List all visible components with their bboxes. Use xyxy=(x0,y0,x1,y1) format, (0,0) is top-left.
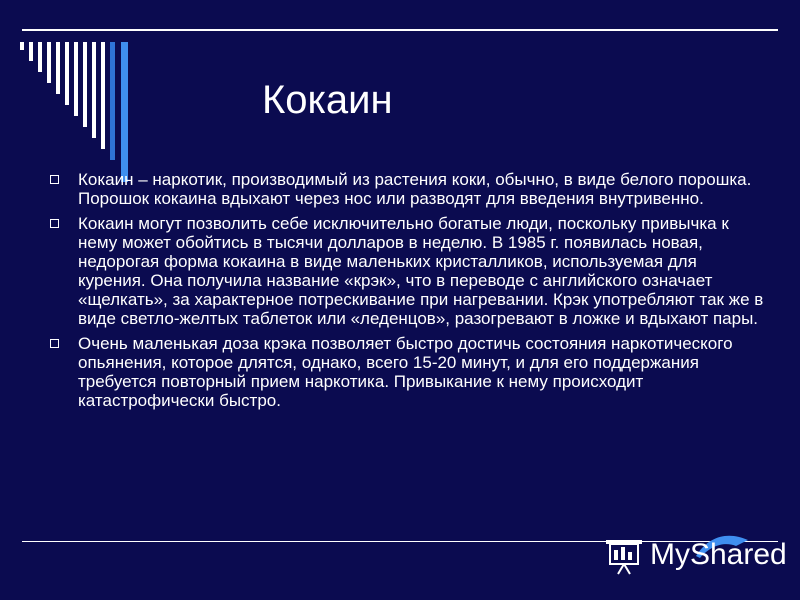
decorative-stripes xyxy=(0,0,140,190)
slide-title: Кокаин xyxy=(262,78,393,122)
square-bullet-icon xyxy=(50,219,59,228)
bullet-text: Кокаин могут позволить себе исключительно богатые люди, поскольку привычка к нему может обойтись в тысячи долларов в неделю. В 1985 г. появилась новая, недорогая форма кокаина в виде маленьких кристалликов, используемая для курения. Она получила название «крэк», что в переводе с английского означает «щелкать», за характерное потрескивание при нагревании. Крэк употребляют так же в виде светло-желтых таблеток или «леденцов», разогревают в ложке и вдыхают пары. xyxy=(78,214,764,328)
bullet-item xyxy=(50,170,765,208)
watermark-text: MyShared xyxy=(650,538,787,571)
bullet-text: Кокаин – наркотик, производимый из растения коки, обычно, в виде белого порошка. Порошок кокаина вдыхают через нос или разводят для введения внутривенно. xyxy=(78,170,752,208)
presentation-board-icon xyxy=(604,536,648,576)
watermark-logo xyxy=(602,530,792,585)
bullet-item xyxy=(50,334,765,410)
bullet-item xyxy=(50,214,765,328)
square-bullet-icon xyxy=(50,175,59,184)
square-bullet-icon xyxy=(50,339,59,348)
bullet-text: Очень маленькая доза крэка позволяет быстро достичь состояния наркотического опьянения, которое длятся, однако, всего 15-20 минут, и для его поддержания требуется повторный прием наркотика. Привыкание к нему происходит катастрофически быстро. xyxy=(78,334,733,410)
bullet-list xyxy=(50,170,765,416)
